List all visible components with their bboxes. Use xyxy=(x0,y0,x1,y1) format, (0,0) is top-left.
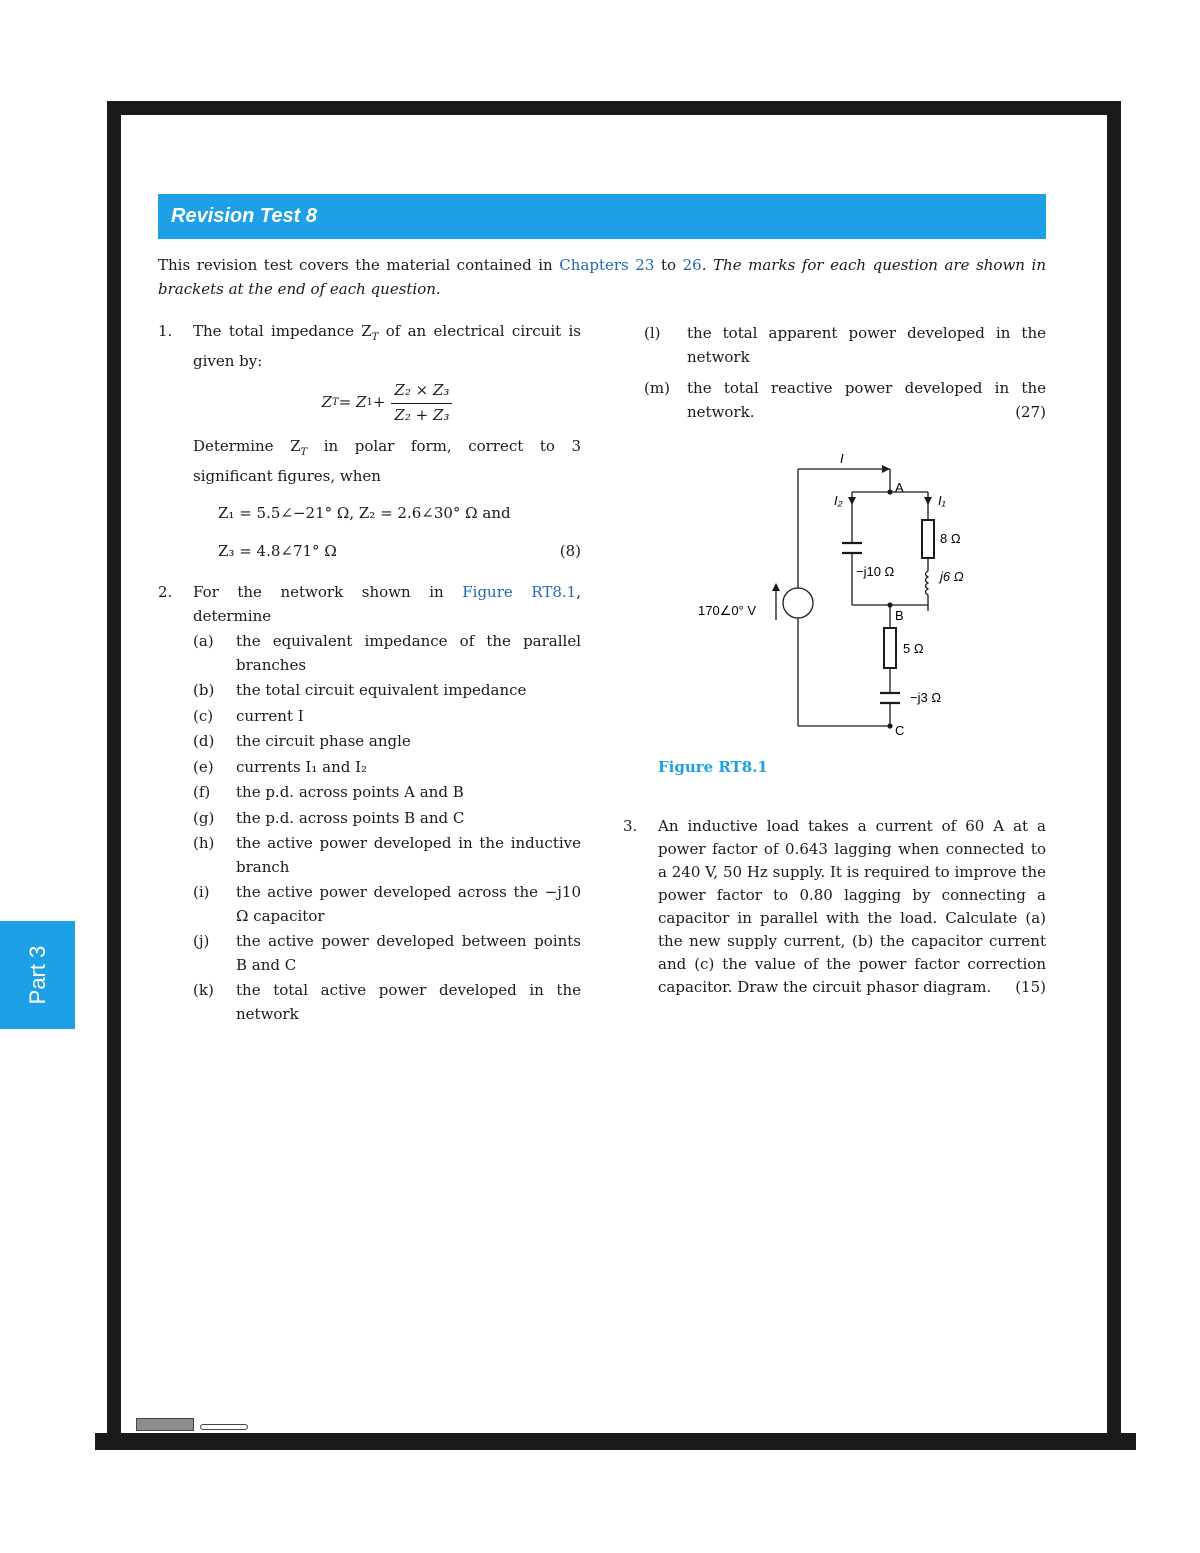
q2-marks: (27) xyxy=(1015,402,1046,421)
left-column xyxy=(158,320,581,1034)
q2-item: (g) the p.d. across points B and C xyxy=(193,808,465,827)
q2-item: (a) the equivalent impedance of the parallel branches xyxy=(193,632,581,674)
right-column xyxy=(623,320,1046,426)
source-circle xyxy=(783,588,813,618)
question-3 xyxy=(623,815,1046,999)
q2-item: (f) the p.d. across points A and B xyxy=(193,783,464,801)
q1-values-line2: Z₃ = 4.8∠71° Ω (8) xyxy=(218,540,581,564)
q2-item: (h) the active power developed in the inductive branch xyxy=(193,834,581,876)
node-b xyxy=(887,602,892,607)
intro-text: This revision test covers the material contained in xyxy=(158,256,560,274)
section-banner xyxy=(158,194,1046,239)
figure-link[interactable]: Figure RT8.1 xyxy=(462,583,577,601)
question-number: 3. xyxy=(623,817,638,835)
label-i: I xyxy=(840,451,844,466)
resistor-8 xyxy=(922,520,934,558)
q2-item: (b) the total circuit equivalent impedance xyxy=(193,681,527,699)
q2-item: (e) currents I₁ and I₂ xyxy=(193,757,368,776)
label-minus-j10: −j10 Ω xyxy=(856,564,895,579)
intro-text: . xyxy=(701,256,714,274)
q1-text: The total impedance $Z_T$ of an electrical circuit is given by: xyxy=(193,322,581,370)
current-arrow xyxy=(848,497,856,505)
q2-item: (j) the active power developed between points B and C xyxy=(193,932,581,974)
label-5-ohm: 5 Ω xyxy=(903,641,924,656)
chapter-26-link[interactable]: 26 xyxy=(682,256,702,274)
question-2 xyxy=(158,581,581,1028)
q1-values-line1: Z₁ = 5.5∠−21° Ω, Z₂ = 2.6∠30° Ω and xyxy=(218,504,511,522)
formula-fraction: $\frac{\text{Z₂ × Z₃}}{\text{Z₂ + Z₃}}$ xyxy=(391,379,452,427)
label-b: B xyxy=(895,608,904,623)
part-tab xyxy=(0,921,75,1029)
question-number: 1. xyxy=(158,322,173,340)
q1-marks: (8) xyxy=(559,541,581,560)
label-minus-j3: −j3 Ω xyxy=(910,690,942,705)
page-frame-bottom xyxy=(95,1433,1136,1450)
label-source: 170∠0° V xyxy=(698,603,757,618)
page-frame-right xyxy=(1107,101,1121,1436)
label-8-ohm: 8 Ω xyxy=(940,531,961,546)
q2-item: (k) the total active power developed in the network xyxy=(193,981,581,1023)
q2-item: (d) the circuit phase angle xyxy=(193,732,411,750)
q2-item: (c) current I xyxy=(193,706,304,725)
label-i1: I₁ xyxy=(938,493,946,508)
current-arrow xyxy=(924,497,932,505)
question-number: 2. xyxy=(158,583,173,601)
node-a xyxy=(887,489,892,494)
intro-italic: The marks for each question are shown in brackets at the end of each question. xyxy=(158,256,1046,298)
page-frame-top xyxy=(107,101,1120,115)
question-1 xyxy=(158,320,581,573)
intro-text: to xyxy=(654,256,683,274)
circuit-diagram xyxy=(690,445,970,745)
label-c: C xyxy=(895,723,905,738)
bottom-marker-bar xyxy=(136,1418,194,1431)
part-tab-label: Part 3 xyxy=(24,945,50,1005)
q2-text: For the network shown in Figure RT8.1, determine xyxy=(193,583,581,625)
q2-item: (l) the total apparent power developed in the network xyxy=(644,324,1046,366)
q1-formula: Z T = Z 1 + $\frac{\text{Z₂ × Z₃}}{\text{Z₂ + Z₃}}$ xyxy=(193,379,581,427)
source-arrow-head xyxy=(772,583,780,591)
node-c xyxy=(887,723,892,728)
banner-title: Revision Test 8 xyxy=(171,205,317,227)
bottom-marker-pill xyxy=(200,1424,248,1430)
q3-marks: (15) xyxy=(1015,978,1046,996)
label-j6: j6 Ω xyxy=(940,569,964,584)
page-frame-left xyxy=(107,101,121,1436)
q1-determine: Determine $Z_T$ in polar form, correct to 3 significant figures, when xyxy=(193,437,581,485)
chapters-link[interactable]: Chapters 23 xyxy=(559,256,655,274)
q2-item: (i) the active power developed across the −j10 Ω capacitor xyxy=(193,883,581,925)
label-i2: I₂ xyxy=(834,493,843,508)
q2-item: (m) the total reactive power developed in the network. (27) xyxy=(658,377,1046,424)
intro-paragraph xyxy=(158,253,1046,301)
label-a: A xyxy=(895,480,904,495)
q3-text: An inductive load takes a current of 60 A at a power factor of 0.643 lagging when connected to a 240 V, 50 Hz supply. It is required to improve the power factor to 0.80 lagging by connecting a capacitor in parallel with the load. Calculate (a) the new supply current, (b) the capacitor current and (c) the value of the power factor correction capacitor. Draw the circuit phasor diagram. xyxy=(658,817,1046,996)
figure-caption: Figure RT8.1 xyxy=(658,758,768,776)
current-arrow xyxy=(882,465,890,473)
resistor-5 xyxy=(884,628,896,668)
